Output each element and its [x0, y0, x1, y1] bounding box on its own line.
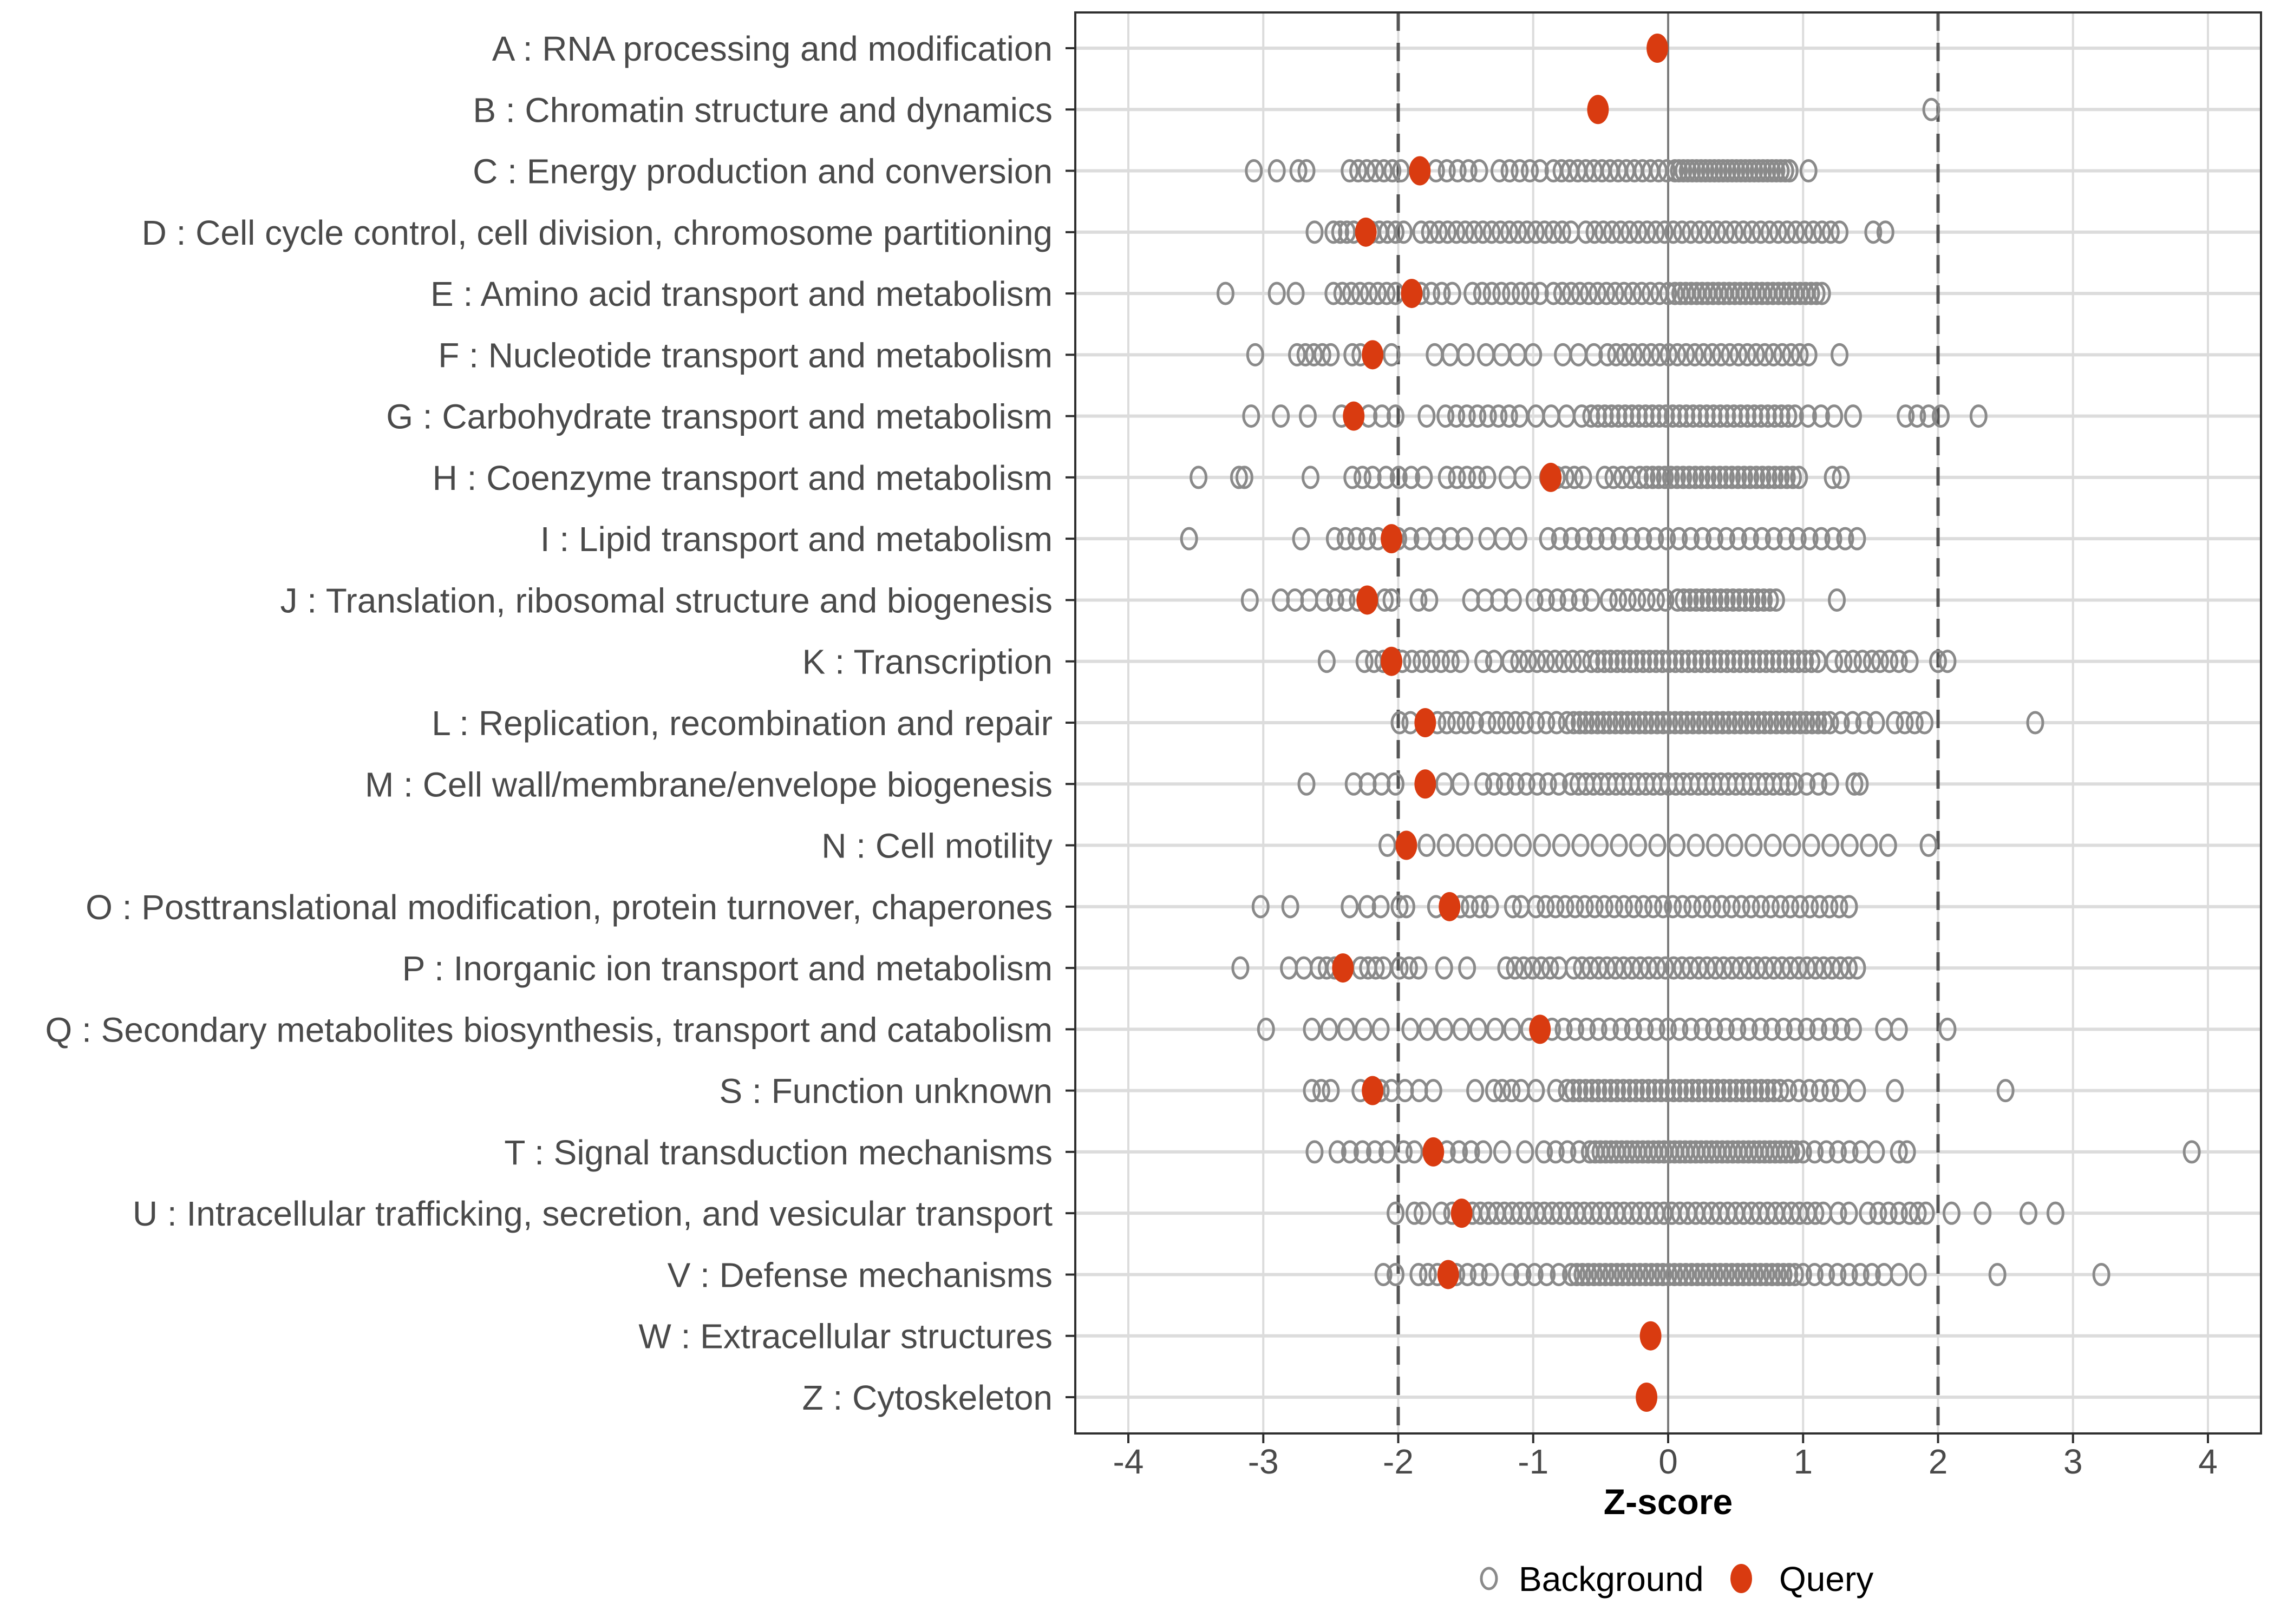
query-point [1437, 1260, 1459, 1289]
query-point [1439, 892, 1460, 921]
category-label: F : Nucleotide transport and metabolism [438, 336, 1053, 375]
category-label: T : Signal transduction mechanisms [504, 1132, 1053, 1172]
query-point [1343, 402, 1364, 431]
category-label: M : Cell wall/membrane/envelope biogenesis [365, 765, 1053, 804]
category-label: P : Inorganic ion transport and metabolism [402, 949, 1053, 988]
query-point [1636, 1383, 1657, 1412]
query-point [1381, 524, 1402, 553]
legend [1481, 1560, 1873, 1599]
category-label: E : Amino acid transport and metabolism [430, 274, 1053, 314]
x-tick-label: -1 [1518, 1442, 1549, 1481]
query-point [1409, 156, 1430, 186]
category-label: I : Lipid transport and metabolism [540, 520, 1053, 559]
category-label: Z : Cytoskeleton [802, 1378, 1053, 1418]
category-label: C : Energy production and conversion [473, 152, 1053, 191]
category-label: H : Coenzyme transport and metabolism [432, 458, 1053, 497]
x-tick-label: 3 [2063, 1442, 2083, 1481]
category-label: K : Transcription [802, 642, 1053, 682]
x-tick-label: 2 [1928, 1442, 1948, 1481]
query-point [1362, 340, 1383, 369]
category-label: O : Posttranslational modification, protein turnover, chaperones [86, 887, 1053, 927]
x-axis-title: Z-score [1603, 1482, 1733, 1522]
category-label: D : Cell cycle control, cell division, chromosome partitioning [141, 213, 1053, 252]
category-label: V : Defense mechanisms [667, 1255, 1053, 1295]
query-point [1356, 585, 1378, 614]
query-point [1395, 831, 1417, 860]
x-tick-label: 4 [2198, 1442, 2218, 1481]
x-tick-label: 1 [1793, 1442, 1813, 1481]
query-point [1529, 1014, 1551, 1044]
x-tick-label: -3 [1247, 1442, 1279, 1481]
query-point [1332, 953, 1354, 983]
query-point [1414, 708, 1436, 737]
query-point [1422, 1137, 1444, 1167]
query-point [1414, 769, 1436, 798]
category-label: L : Replication, recombination and repair [432, 704, 1053, 743]
x-tick-label: -4 [1113, 1442, 1144, 1481]
query-point [1401, 279, 1422, 308]
category-label: B : Chromatin structure and dynamics [473, 90, 1053, 130]
legend-background-label: Background [1519, 1560, 1704, 1599]
x-tick-label: 0 [1658, 1442, 1678, 1481]
category-label: J : Translation, ribosomal structure and biogenesis [280, 581, 1053, 620]
query-point [1355, 218, 1377, 247]
query-point [1640, 1321, 1662, 1351]
category-label: A : RNA processing and modification [492, 29, 1053, 68]
category-label: Q : Secondary metabolites biosynthesis, transport and catabolism [45, 1010, 1053, 1050]
query-point [1587, 95, 1609, 124]
query-point [1362, 1076, 1383, 1105]
category-label: W : Extracellular structures [638, 1317, 1053, 1356]
category-label: G : Carbohydrate transport and metabolism [386, 397, 1053, 436]
category-label: S : Function unknown [719, 1071, 1053, 1111]
query-point [1451, 1199, 1473, 1228]
category-label: N : Cell motility [821, 826, 1053, 866]
query-point [1381, 647, 1402, 676]
query-point [1646, 34, 1668, 63]
x-tick-label: -2 [1383, 1442, 1414, 1481]
category-label: U : Intracellular trafficking, secretion, and vesicular transport [132, 1194, 1053, 1234]
legend-query-marker [1730, 1564, 1752, 1593]
legend-query-label: Query [1779, 1560, 1874, 1599]
query-point [1540, 463, 1561, 492]
